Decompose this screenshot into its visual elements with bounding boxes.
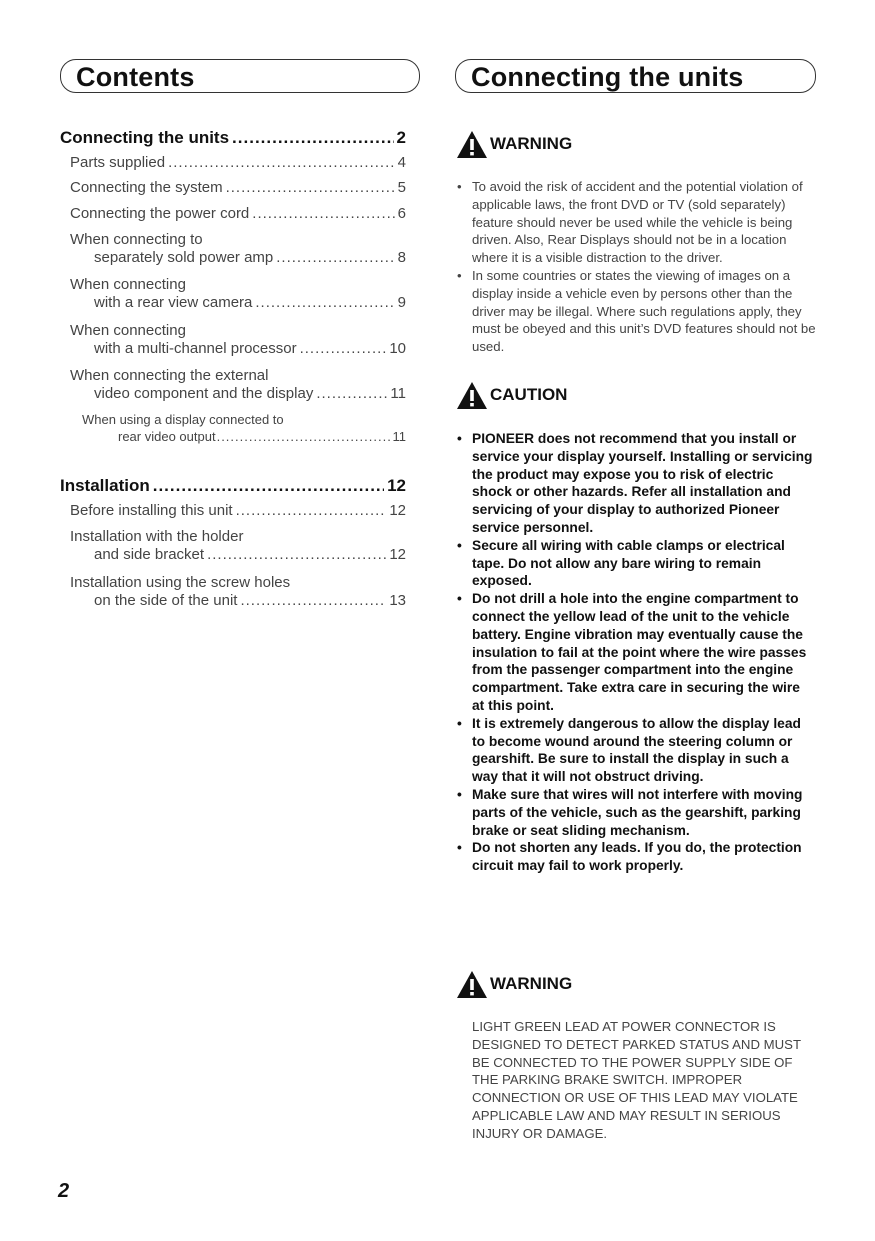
caution-heading: CAUTION [456,380,567,410]
list-item: • In some countries or states the viewing of images on a display inside a vehicle even by persons other than the driver may be illegal. Where such regulations apply, they must be obeyed and this unit’s DVD features should not be used. [456,267,816,356]
warning-heading-2: WARNING [456,969,572,999]
warning-triangle-icon [456,129,488,159]
contents-title: Contents [76,62,195,92]
toc-entry[interactable]: When connecting the external video component and the display ..... 11 [60,367,406,402]
page-number: 2 [58,1180,70,1202]
toc-entry[interactable]: When connecting to separately sold power amp ..... 8 [60,231,406,266]
list-item: • Do not drill a hole into the engine compartment to connect the yellow lead of the unit to the vehicle battery. Engine vibration may eventually cause the insulation to fail at the point where the wire passes from the passenger compartment into the engine compartment. Take extra care in securing the wire at this point. [456,590,816,715]
toc-entry[interactable]: Connecting the power cord ..... 6 [60,205,406,222]
toc-entry[interactable]: Connecting the system ..... 5 [60,179,406,196]
list-item: • Make sure that wires will not interfere with moving parts of the vehicle, such as the gearshift, parking brake or seat sliding mechanism. [456,786,816,839]
caution-list [456,430,816,875]
toc-entry[interactable]: When connecting with a rear view camera ..... 9 [60,276,406,311]
warning-list-1 [456,178,816,356]
contents-header [60,59,420,93]
toc-section-connecting[interactable]: Connecting the units ..... 2 [60,128,406,148]
toc-entry[interactable]: Installation with the holder and side bracket ..... 12 [60,528,406,563]
list-item: • Secure all wiring with cable clamps or electrical tape. Do not allow any bare wiring to remain exposed. [456,537,816,590]
list-item: • It is extremely dangerous to allow the display lead to become wound around the steering column or gearshift. Be sure to install the display in such a way that it will not obstruct driving. [456,715,816,786]
caution-triangle-icon [456,380,488,410]
warning-triangle-icon [456,969,488,999]
list-item: • PIONEER does not recommend that you install or service your display yourself. Installing or servicing the product may expose you to risk of electric shock or other hazards. Refer all installation and servicing of your display to authorized Pioneer service personnel. [456,430,816,537]
toc-entry[interactable]: Before installing this unit ..... 12 [60,502,406,519]
warning-text-2: LIGHT GREEN LEAD AT POWER CONNECTOR IS DESIGNED TO DETECT PARKED STATUS AND MUST BE CONNECTED TO THE POWER SUPPLY SIDE OF THE PARKING BRAKE SWITCH. IMPROPER CONNECTION OR USE OF THIS LEAD MAY VIOLATE APPLICABLE LAW AND MAY RESULT IN SERIOUS INJURY OR DAMAGE. [472,1019,801,1141]
toc-subentry[interactable]: When using a display connected to rear video output ..... 11 [60,412,406,444]
toc-entry[interactable]: Installation using the screw holes on the side of the unit ..... 13 [60,574,406,609]
toc-entry[interactable]: When connecting with a multi-channel processor ..... 10 [60,322,406,357]
warning-heading-1: WARNING [456,129,572,159]
connecting-units-header [455,59,816,93]
toc-section-installation[interactable]: Installation ..... 12 [60,476,406,496]
toc-entry[interactable]: Parts supplied ..... 4 [60,154,406,171]
list-item: • To avoid the risk of accident and the potential violation of applicable laws, the front DVD or TV (sold separately) feature should never be used while the vehicle is being driven. Also, Rear Displays should not be in a location where it is a visible distraction to the driver. [456,178,816,267]
list-item: • Do not shorten any leads. If you do, the protection circuit may fail to work properly. [456,839,816,875]
connecting-units-title: Connecting the units [471,62,744,92]
